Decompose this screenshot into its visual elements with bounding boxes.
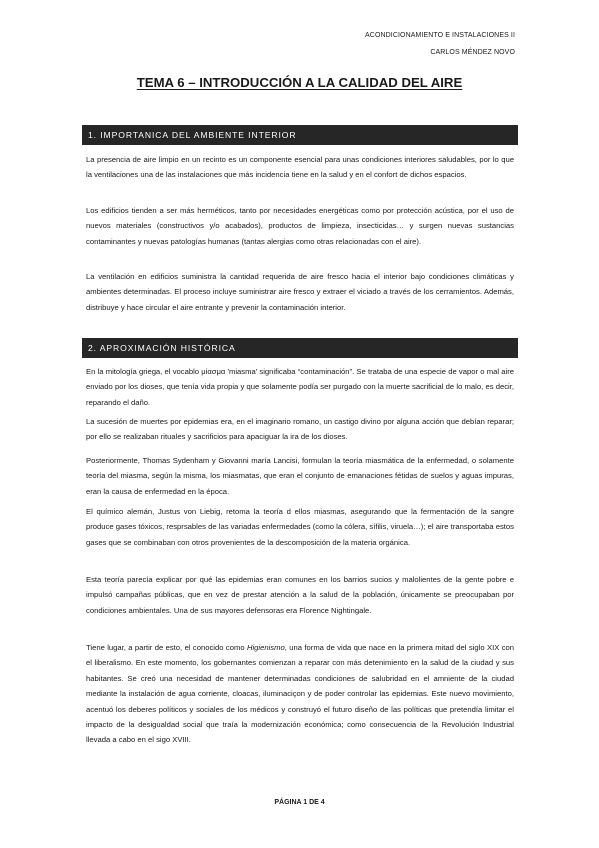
paragraph-higienismo [86,640,514,748]
emphasis-term: Higienismo [246,643,285,652]
paragraph: En la mitología griega, el vocablo μίασμα 'miasma' significaba “contaminación”. Se trataba de una especie de vapor o mal aire enviado por los dioses, que tenía vida propia y que solamente podía ser purgado con la muerte sacrificial de lo malo, es decir, reparando el daño. [86,367,514,407]
paragraph: La sucesión de muertes por epidemias era, en el imaginario romano, un castigo divino por alguna acción que debían reparar; por ello se realizaban rituales y sacrificios para apaciguar la ira de los dioses. [86,417,514,442]
section-heading-1: 1. IMPORTANICA DEL AMBIENTE INTERIOR [82,125,518,145]
header-author: CARLOS MÉNDEZ NOVO [430,49,515,56]
running-header [365,27,515,61]
paragraph: La presencia de aire limpio en un recinto es un componente esencial para unas condiciones interiores saludables, por lo que la ventilaciones una de las instalaciones que más incidencia tiene en la salud y en el confort de dichos espacios. [86,155,514,180]
page-number-footer: PÁGINA 1 DE 4 [274,799,325,806]
paragraph: La ventilación en edificios suministra la cantidad requerida de aire fresco hacia el interior bajo condiciones climáticas y ambientes determinadas. El proceso incluye suministrar aire fresco y extraer el viciado a través de los cerramientos. Además, distribuye y hace circular el aire entrante y prevenir la contaminación interior. [86,272,514,312]
document-title: TEMA 6 – INTRODUCCIÓN A LA CALIDAD DEL AIRE [136,75,463,90]
paragraph-text-before: Tiene lugar, a partir de esto, el conocido como [86,643,247,652]
paragraph: Esta teoría parecía explicar por qué las epidemias eran comunes en los barrios sucios y malolientes de la gente pobre e impulsó campañas públicas, que en vez de prestar atención a la salud de la población, únicamente se preocupaban por condiciones ambientales. Una de sus mayores defensoras era Florence Nightingale. [86,575,514,615]
paragraph: El químico alemán, Justus von Liebig, retoma la teoría d ellos miasmas, asegurando que la fermentación de la sangre produce gases tóxicos, resprsables de las variadas enfermedades (como la cólera, sífilis, viruela…); el aire transportaba estos gases que se combinaban con otros provenientes de la descomposición de la materia orgánica. [86,507,514,547]
paragraph-text-after: , una forma de vida que nace en la primera mitad del siglo XIX con el liberalismo. En este momento, los gobernantes comienzan a reparar con más detenimiento en la salud de la ciudad y sus habitantes. Se creó una necesidad de mantener determinadas condiciones de salubridad en el amniente de la ciudad mediante la instalación de agua corriente, cloacas, iluminaciçon y de poder controlar las epidemias. Este nuevo movimiento, acentuó los deberes políticos y sociales de los médicos y construyó el futuro diseño de las políticas que pretendía limitar el impacto de la desigualdad social que traía la modernización económica; como consecuencia de la Revolución Industrial llevada a cabo en el sigo XVIII. [86,643,514,745]
paragraph: Los edificios tienden a ser más herméticos, tanto por necesidades energéticas como por protección acústica, por el uso de nuevos materiales (constructivos y/o acabados), productos de limpieza, insecticidas… y surgen nuevas sustancias contaminantes y nuevas patologías humanas (tantas alergias como otras relacionadas con el aire). [86,206,514,246]
section-heading-2: 2. APROXIMACIÓN HISTÓRICA [82,338,518,358]
paragraph: Posteriormente, Thomas Sydenham y Giovanni maría Lancisi, formulan la teoría miasmática de la enfermedad, o solamente teoría del miasma, según la misma, los miasmatas, que eran el conjunto de emanaciones fétidas de suelos y aguas impuras, eran la causa de enfermedad en la época. [86,456,514,496]
header-course: ACONDICIONAMIENTO E INSTALACIONES II [365,32,515,39]
